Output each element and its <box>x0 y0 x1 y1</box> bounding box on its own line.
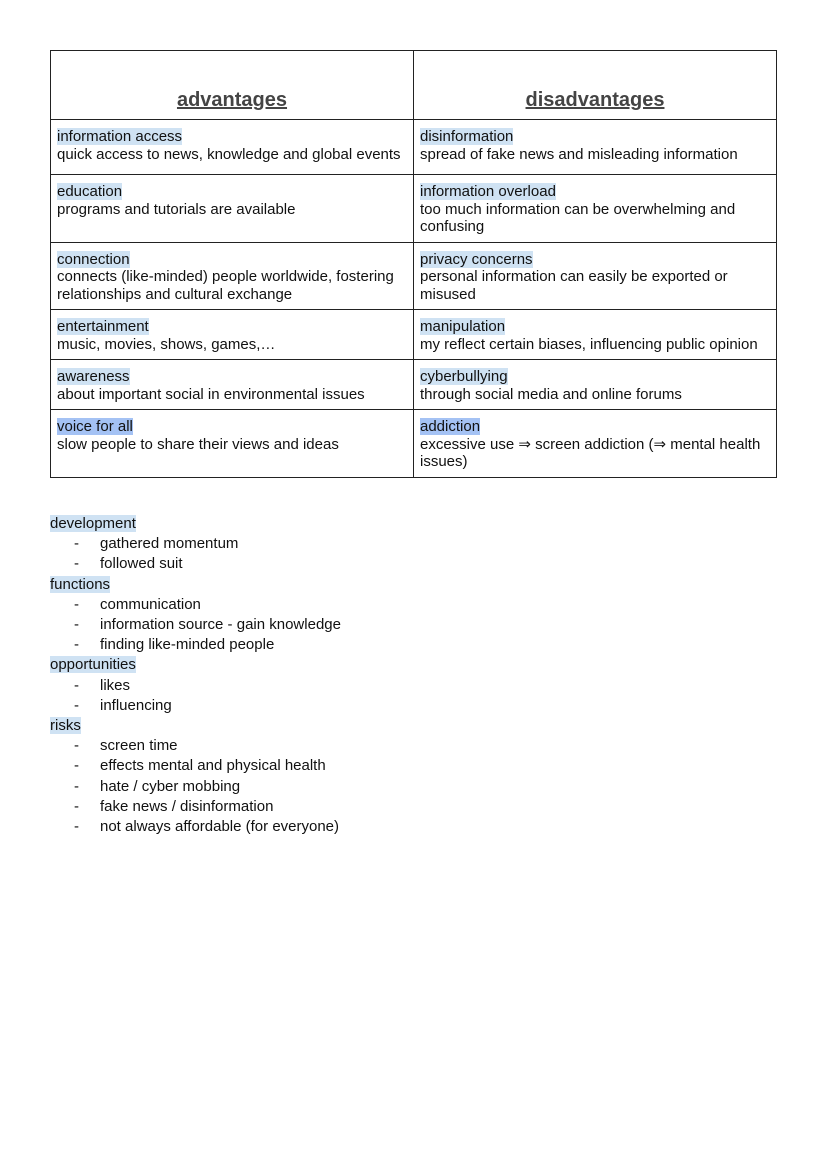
note-list <box>50 676 341 716</box>
adv-text: music, movies, shows, games,… <box>57 335 276 353</box>
adv-title: entertainment <box>57 318 149 335</box>
disadvantage-cell <box>414 242 777 310</box>
dash-bullet: - <box>74 757 79 775</box>
list-item-text: followed suit <box>100 555 183 573</box>
dis-text: personal information can easily be exported or misused <box>420 268 728 303</box>
adv-text: programs and tutorials are available <box>57 200 296 218</box>
disadvantage-cell <box>414 120 777 175</box>
note-heading-line <box>50 655 341 675</box>
advantage-cell <box>51 120 414 175</box>
adv-text: quick access to news, knowledge and global events <box>57 145 401 163</box>
list-item <box>50 676 341 696</box>
advantage-cell <box>51 242 414 310</box>
adv-text: about important social in environmental issues <box>57 385 365 403</box>
dash-bullet: - <box>74 636 79 654</box>
dis-title: information overload <box>420 183 556 200</box>
dis-title: disinformation <box>420 128 514 145</box>
note-list <box>50 595 341 656</box>
note-heading-line <box>50 514 341 534</box>
adv-title: information access <box>57 128 183 145</box>
note-heading: functions <box>50 575 111 593</box>
list-item <box>50 595 341 615</box>
dash-bullet: - <box>74 535 79 553</box>
advantage-cell <box>51 360 414 410</box>
table-row <box>51 310 777 360</box>
list-item-text: influencing <box>100 696 172 714</box>
adv-title: education <box>57 183 123 200</box>
list-item-text: hate / cyber mobbing <box>100 777 241 795</box>
disadvantages-header: disadvantages <box>414 51 777 120</box>
dis-title: manipulation <box>420 318 506 335</box>
note-list <box>50 736 341 837</box>
adv-title: awareness <box>57 368 130 385</box>
disadvantage-cell <box>414 310 777 360</box>
note-heading: opportunities <box>50 656 136 674</box>
dash-bullet: - <box>74 676 79 694</box>
list-item <box>50 615 341 635</box>
list-item-text: effects mental and physical health <box>100 757 326 775</box>
dash-bullet: - <box>74 818 79 836</box>
list-item-text: likes <box>100 676 131 694</box>
adv-title: voice for all <box>57 418 133 435</box>
dash-bullet: - <box>74 595 79 613</box>
dis-text: my reflect certain biases, influencing public opinion <box>420 335 758 353</box>
note-heading: development <box>50 515 136 532</box>
advantages-header: advantages <box>51 51 414 120</box>
dash-bullet: - <box>74 777 79 795</box>
adv-text: slow people to share their views and ideas <box>57 435 339 453</box>
list-item-text: screen time <box>100 737 178 755</box>
list-item <box>50 817 341 837</box>
list-item-text: finding like-minded people <box>100 636 275 654</box>
list-item-text: not always affordable (for everyone) <box>100 818 340 836</box>
dis-title: cyberbullying <box>420 368 508 385</box>
list-item <box>50 534 341 554</box>
disadvantage-cell <box>414 410 777 478</box>
dash-bullet: - <box>74 696 79 714</box>
table-row <box>51 120 777 175</box>
list-item <box>50 797 341 817</box>
disadvantage-cell <box>414 360 777 410</box>
table-row <box>51 410 777 478</box>
list-item <box>50 756 341 776</box>
dash-bullet: - <box>74 616 79 634</box>
pros-cons-table <box>50 50 777 478</box>
list-item-text: fake news / disinformation <box>100 797 274 815</box>
dis-text: too much information can be overwhelming and confusing <box>420 200 736 235</box>
list-item <box>50 635 341 655</box>
dis-text: spread of fake news and misleading information <box>420 145 738 163</box>
dash-bullet: - <box>74 797 79 815</box>
dis-title: addiction <box>420 418 481 435</box>
note-heading: risks <box>50 717 81 735</box>
dash-bullet: - <box>74 737 79 755</box>
note-list <box>50 534 341 574</box>
disadvantage-cell <box>414 175 777 243</box>
list-item-text: information source - gain knowledge <box>100 616 341 634</box>
list-item-text: gathered momentum <box>100 535 239 553</box>
list-item <box>50 554 341 574</box>
list-item <box>50 777 341 797</box>
dis-text: excessive use ⇒ screen addiction (⇒ mental health issues) <box>420 435 761 470</box>
note-heading-line <box>50 716 341 736</box>
table-header-row <box>51 51 777 120</box>
dis-text: through social media and online forums <box>420 385 682 403</box>
note-heading-line <box>50 575 341 595</box>
notes-section <box>50 514 341 837</box>
table-row <box>51 242 777 310</box>
advantage-cell <box>51 410 414 478</box>
list-item-text: communication <box>100 595 201 613</box>
dash-bullet: - <box>74 555 79 573</box>
advantage-cell <box>51 175 414 243</box>
advantage-cell <box>51 310 414 360</box>
table-row <box>51 175 777 243</box>
adv-text: connects (like-minded) people worldwide, fostering relationships and cultural exchange <box>57 268 394 303</box>
dis-title: privacy concerns <box>420 250 533 268</box>
list-item <box>50 696 341 716</box>
list-item <box>50 736 341 756</box>
adv-title: connection <box>57 250 130 268</box>
table-row <box>51 360 777 410</box>
